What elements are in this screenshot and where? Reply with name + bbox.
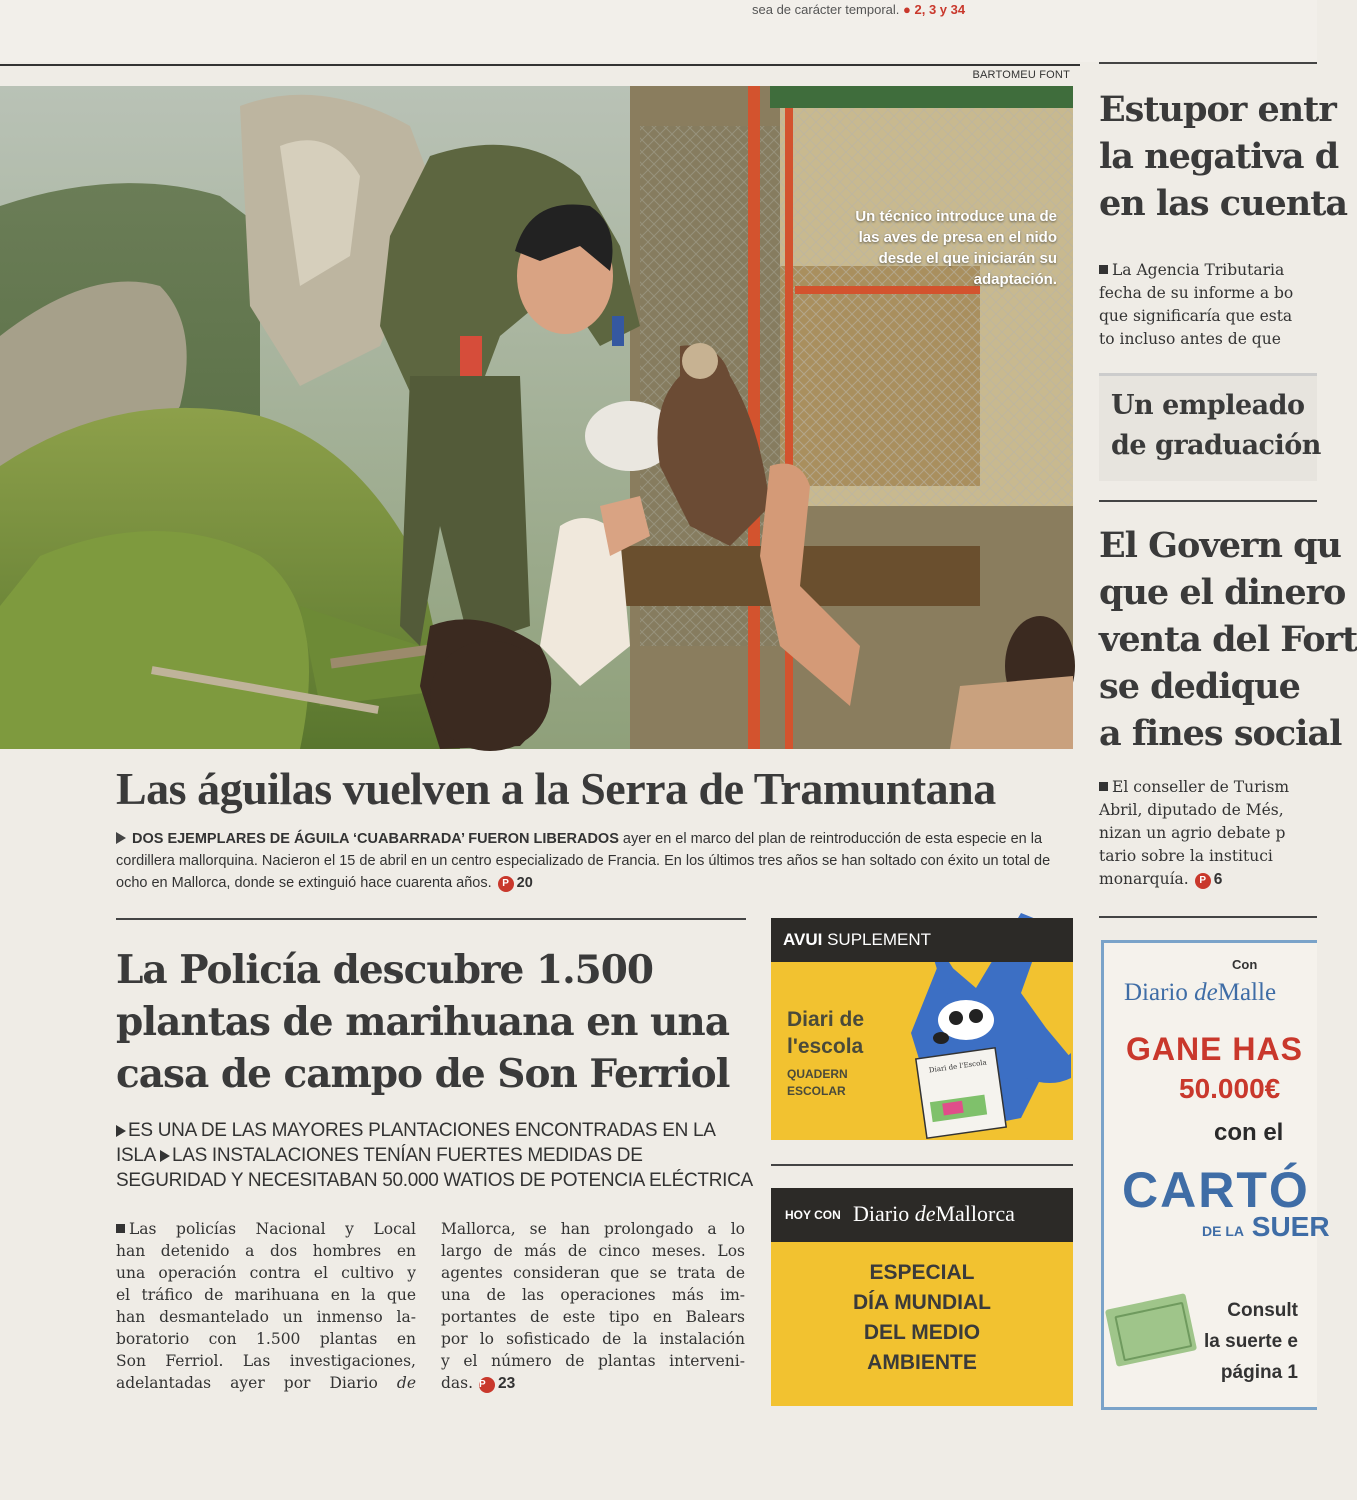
section-rule xyxy=(116,918,746,920)
right-headline-1[interactable]: Estupor entr la negativa d en las cuenta xyxy=(1099,89,1348,224)
special-ad[interactable] xyxy=(771,1188,1073,1406)
photo-credit: BARTOMEU FONT xyxy=(972,69,1070,81)
lottery-con-el: con el xyxy=(1214,1119,1284,1146)
right-box-headline: Un empleado de graduación xyxy=(1111,390,1321,461)
right-headline-2[interactable]: El Govern qu que el dinero venta del Fort se dedique a fines social xyxy=(1099,525,1357,754)
lead-page-ref[interactable]: 20 xyxy=(516,875,533,891)
second-headline[interactable] xyxy=(116,944,756,1100)
article-line: Son Ferriol. Las investigaciones, xyxy=(116,1352,416,1370)
article-column-1 xyxy=(116,1218,416,1394)
photo-illustration xyxy=(0,86,1073,749)
supplement-subtitle: QUADERN ESCOLAR xyxy=(787,1067,848,1098)
special-text: ESPECIAL DÍA MUNDIAL DEL MEDIO AMBIENTE xyxy=(852,1261,992,1374)
page-ref-icon: P xyxy=(479,1377,495,1393)
article-line: el tráfico de marihuana en la que xyxy=(116,1286,416,1304)
article-line: largo de más de cinco meses. Los xyxy=(441,1242,745,1260)
right-box[interactable] xyxy=(1099,373,1321,481)
second-deck xyxy=(116,1118,756,1193)
article-line: agentes consideran que se trata de xyxy=(441,1264,745,1282)
lottery-consult: Consult la suerte e página 1 xyxy=(1204,1300,1298,1383)
page-ref-icon: P xyxy=(1195,873,1211,889)
article-line: han detenido a dos hombres en xyxy=(116,1242,416,1260)
lottery-gane: GANE HAS xyxy=(1126,1031,1303,1067)
lead-body: ayer en el marco del plan de reintroducción de esta especie en la cordillera mallorquina. Nacieron el 15 de abril en un centro especializado de Francia. En los últimos tres años se han soltado con éxito un total de ocho en Mallorca, donde se extinguió hace cuarenta años. xyxy=(116,831,1051,891)
deck-line: ES UNA DE LAS MAYORES PLANTACIONES ENCONTRADAS EN LA xyxy=(116,1118,756,1143)
second-headline-line: casa de campo de Son Ferriol xyxy=(116,1051,730,1097)
article-line: una de las operaciones más im- xyxy=(441,1286,745,1304)
lead-photo xyxy=(0,86,1073,749)
lottery-con: Con xyxy=(1232,957,1258,972)
bullet-square-icon xyxy=(1099,782,1108,791)
lottery-amount: 50.000€ xyxy=(1179,1073,1281,1104)
lead-kicker: DOS EJEMPLARES DE ÁGUILA ‘CUABARRADA’ FUERON LIBERADOS xyxy=(132,831,619,847)
lottery-carton: CARTÓ xyxy=(1122,1162,1310,1218)
bullet-square-icon xyxy=(116,1224,125,1233)
lottery-brand: Diario deMalle xyxy=(1124,979,1277,1006)
right-rule xyxy=(1099,916,1317,918)
article-line: Mallorca, se han prolongado a lo xyxy=(441,1220,745,1238)
teaser-page-ref: 2, 3 y 34 xyxy=(914,2,966,17)
supplement-title: Diari de l'escola xyxy=(787,1008,865,1058)
article-line: y el número de plantas interveni- xyxy=(441,1352,745,1370)
banknotes-icon xyxy=(1105,1293,1197,1367)
page-ref-icon: P xyxy=(498,876,514,892)
article-line: Las policías Nacional y Local xyxy=(116,1218,416,1240)
right-page-ref[interactable]: 6 xyxy=(1213,871,1223,888)
second-page-ref[interactable]: 23 xyxy=(498,1375,516,1392)
supplement-bar-bold: AVUI xyxy=(783,930,823,949)
article-line: por lo sofisticado de la instalación xyxy=(441,1330,745,1348)
top-strip xyxy=(0,0,1317,62)
right-rule xyxy=(1099,500,1317,502)
supplement-bar-text: SUPLEMENT xyxy=(827,930,932,949)
article-line: portantes de este tipo en Balears xyxy=(441,1308,745,1326)
deck-line: SEGURIDAD Y NECESITABAN 50.000 WATIOS DE POTENCIA ELÉCTRICA xyxy=(116,1170,753,1191)
right-rule xyxy=(1099,62,1317,64)
article-line: una operación contra el cultivo y xyxy=(116,1264,416,1282)
special-bar-small: HOY CON xyxy=(785,1208,841,1222)
article-column-2 xyxy=(441,1218,745,1395)
right-body-1: La Agencia Tributaria fecha de su informe a bo que significaría que esta to incluso antes de que xyxy=(1099,261,1294,348)
lottery-suerte: DE LA SUER xyxy=(1202,1211,1330,1242)
article-line: das. P 23 xyxy=(441,1374,516,1392)
lottery-ad[interactable] xyxy=(1101,940,1330,1410)
second-headline-line: plantas de marihuana en una xyxy=(116,999,729,1045)
top-rule xyxy=(0,64,1080,66)
right-body-2: El conseller de Turism Abril, diputado de Més, nizan un agrio debate p tario sobre la instituci monarquía. P 6 xyxy=(1099,778,1290,888)
ad-rule xyxy=(771,1164,1073,1166)
photo-caption: Un técnico introduce una de las aves de presa en el nido desde el que iniciarán su adaptación. xyxy=(855,208,1057,288)
arrow-right-icon xyxy=(160,1150,170,1162)
second-headline-line: La Policía descubre 1.500 xyxy=(116,947,654,993)
article-line: han desmantelado un inmenso la- xyxy=(116,1308,416,1326)
supplement-bar xyxy=(771,918,1073,962)
lead-headline[interactable]: Las águilas vuelven a la Serra de Tramuntana xyxy=(116,763,996,814)
deck-line: ISLA LAS INSTALACIONES TENÍAN FUERTES MEDIDAS DE xyxy=(116,1145,643,1166)
bullet-square-icon xyxy=(1099,265,1108,274)
mini-paper-title: Diari de l'Escola xyxy=(928,1058,988,1075)
arrow-right-icon xyxy=(116,832,126,844)
special-bar xyxy=(771,1188,1073,1242)
article-line: boratorio con 1.500 plantas en xyxy=(116,1330,416,1348)
article-line: adelantadas ayer por Diario de xyxy=(116,1374,416,1392)
teaser-page-icon: ● xyxy=(903,2,911,17)
arrow-right-icon xyxy=(116,1125,126,1137)
special-brand: Diario deMallorca xyxy=(853,1201,1015,1226)
lead-summary xyxy=(116,828,1071,894)
top-teaser: sea de carácter temporal. ● 2, 3 y 34 xyxy=(752,2,966,17)
supplement-ad[interactable] xyxy=(771,918,1073,1140)
